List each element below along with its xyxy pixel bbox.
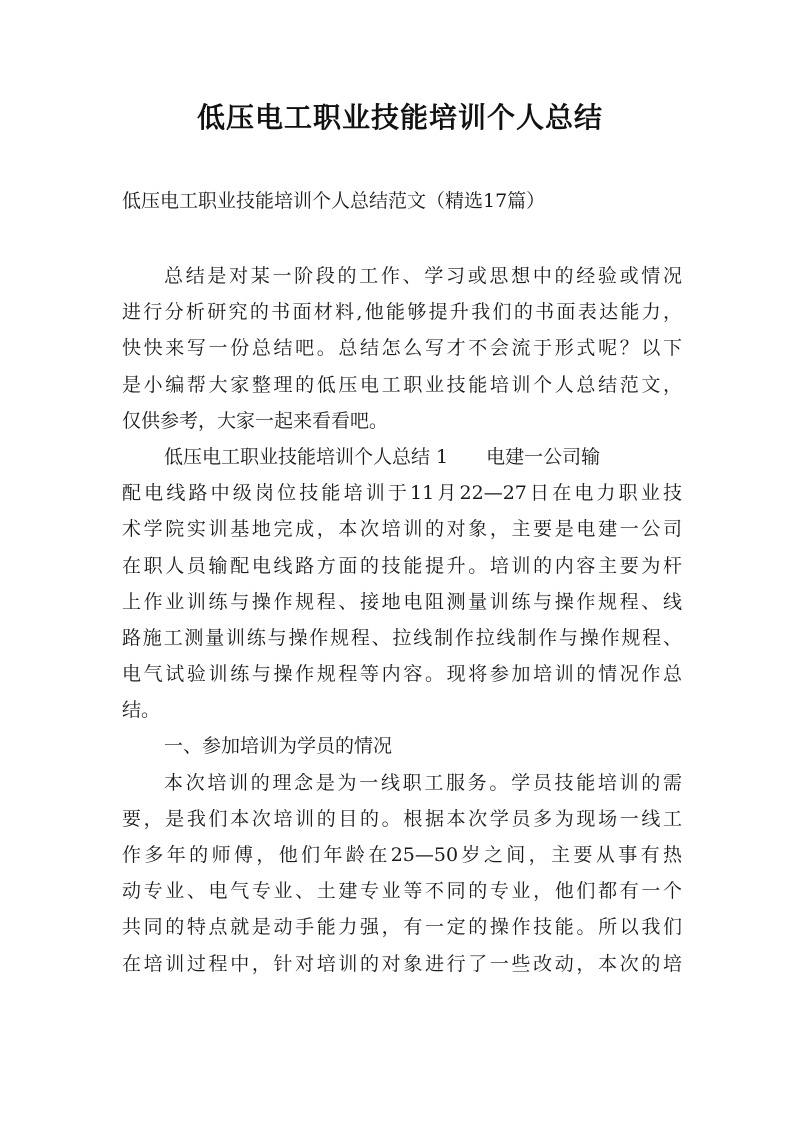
body-line: 本次培训的理念是为一线职工服务。学员技能培训的需 — [164, 771, 682, 794]
body-line: 作多年的师傅，他们年龄在25—50岁之间，主要从事有热 — [122, 844, 682, 866]
body-line: 上作业训练与操作规程、接地电阻测量训练与操作规程、线 — [122, 590, 682, 613]
body-line: 一、参加培训为学员的情况 — [164, 735, 393, 758]
body-line: 动专业、电气专业、土建专业等不同的专业，他们都有一个 — [122, 880, 682, 903]
body-line: 是小编帮大家整理的低压电工职业技能培训个人总结范文， — [122, 373, 682, 396]
body-line-part: 电建一公司输 — [486, 445, 601, 468]
body-line: 结。 — [122, 699, 161, 722]
document-body — [122, 258, 682, 982]
body-line: 进行分析研究的书面材料,他能够提升我们的书面表达能力， — [122, 301, 682, 324]
body-line-part: 低压电工职业技能培训个人总结 1 — [164, 445, 449, 468]
body-line: 配电线路中级岗位技能培训于11月22—27日在电力职业技 — [122, 482, 682, 505]
body-line: 术学院实训基地完成，本次培训的对象，主要是电建一公司 — [122, 518, 682, 541]
body-line — [122, 439, 682, 475]
body-line: 电气试验训练与操作规程等内容。现将参加培训的情况作总 — [122, 663, 682, 686]
document-subtitle: 低压电工职业技能培训个人总结范文（精选17篇） — [122, 190, 546, 212]
body-line: 在培训过程中，针对培训的对象进行了一些改动，本次的培 — [122, 952, 682, 975]
body-line: 要，是我们本次培训的目的。根据本次学员多为现场一线工 — [122, 807, 682, 830]
body-line: 路施工测量训练与操作规程、拉线制作拉线制作与操作规程、 — [122, 626, 682, 649]
document-title: 低压电工职业技能培训个人总结 — [196, 101, 603, 134]
body-line: 共同的特点就是动手能力强，有一定的操作技能。所以我们 — [122, 916, 682, 939]
body-line: 总结是对某一阶段的工作、学习或思想中的经验或情况 — [164, 265, 682, 287]
body-line: 在职人员输配电线路方面的技能提升。培训的内容主要为杆 — [122, 554, 682, 577]
body-line: 快快来写一份总结吧。总结怎么写才不会流于形式呢？以下 — [122, 337, 682, 360]
body-line: 仅供参考，大家一起来看看吧。 — [122, 409, 389, 432]
